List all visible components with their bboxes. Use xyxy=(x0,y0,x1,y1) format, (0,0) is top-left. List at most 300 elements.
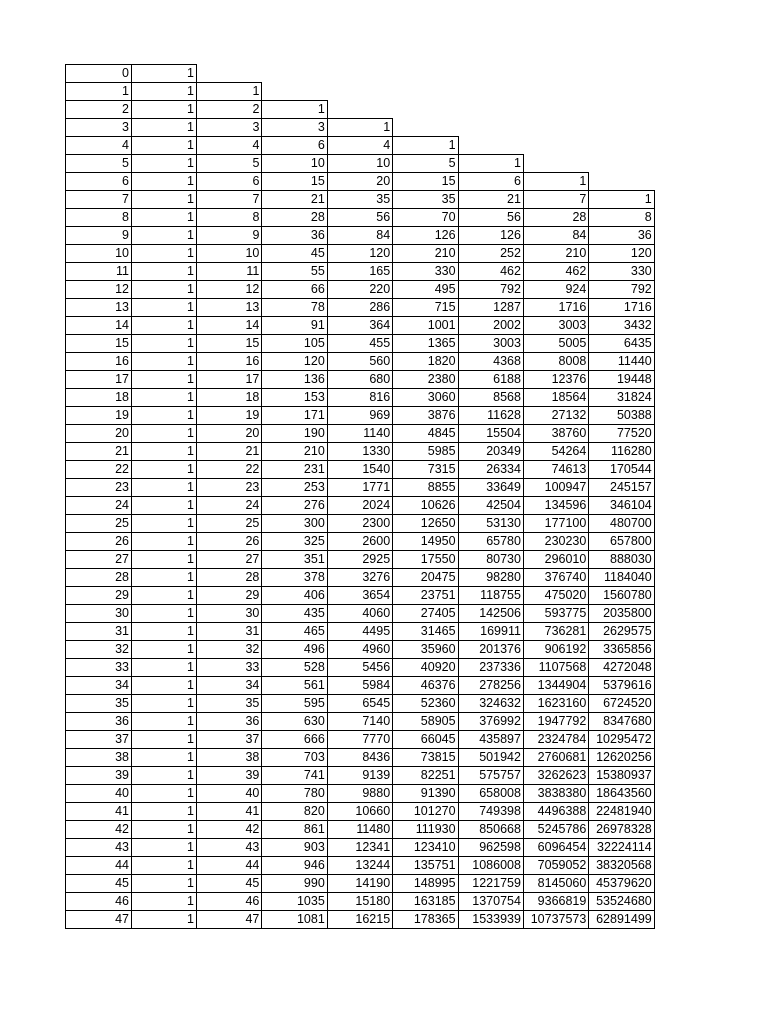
value-cell[interactable]: 528 xyxy=(262,659,327,677)
value-cell[interactable]: 1 xyxy=(327,119,392,137)
value-cell[interactable]: 210 xyxy=(393,245,458,263)
value-cell[interactable]: 741 xyxy=(262,767,327,785)
value-cell[interactable]: 3262623 xyxy=(523,767,588,785)
value-cell[interactable]: 850668 xyxy=(458,821,523,839)
value-cell[interactable]: 1330 xyxy=(327,443,392,461)
value-cell[interactable]: 703 xyxy=(262,749,327,767)
value-cell[interactable]: 54264 xyxy=(523,443,588,461)
row-index-cell[interactable]: 18 xyxy=(66,389,132,407)
value-cell[interactable]: 906192 xyxy=(523,641,588,659)
value-cell[interactable]: 9880 xyxy=(327,785,392,803)
value-cell[interactable]: 3060 xyxy=(393,389,458,407)
value-cell[interactable]: 1 xyxy=(132,731,197,749)
value-cell[interactable]: 1 xyxy=(132,569,197,587)
value-cell[interactable]: 1 xyxy=(132,785,197,803)
value-cell[interactable]: 35 xyxy=(393,191,458,209)
value-cell[interactable]: 21 xyxy=(262,191,327,209)
value-cell[interactable]: 1086008 xyxy=(458,857,523,875)
value-cell[interactable]: 20349 xyxy=(458,443,523,461)
value-cell[interactable]: 1 xyxy=(197,83,262,101)
value-cell[interactable]: 1370754 xyxy=(458,893,523,911)
value-cell[interactable]: 62891499 xyxy=(589,911,654,929)
value-cell[interactable]: 593775 xyxy=(523,605,588,623)
value-cell[interactable]: 2324784 xyxy=(523,731,588,749)
value-cell[interactable]: 245157 xyxy=(589,479,654,497)
value-cell[interactable]: 70 xyxy=(393,209,458,227)
value-cell[interactable]: 28 xyxy=(262,209,327,227)
value-cell[interactable]: 736281 xyxy=(523,623,588,641)
value-cell[interactable]: 74613 xyxy=(523,461,588,479)
value-cell[interactable]: 630 xyxy=(262,713,327,731)
value-cell[interactable]: 19 xyxy=(197,407,262,425)
value-cell[interactable]: 91 xyxy=(262,317,327,335)
value-cell[interactable]: 2024 xyxy=(327,497,392,515)
row-index-cell[interactable]: 37 xyxy=(66,731,132,749)
value-cell[interactable]: 1 xyxy=(132,227,197,245)
value-cell[interactable]: 22 xyxy=(197,461,262,479)
row-index-cell[interactable]: 31 xyxy=(66,623,132,641)
value-cell[interactable]: 657800 xyxy=(589,533,654,551)
value-cell[interactable]: 1 xyxy=(132,119,197,137)
value-cell[interactable]: 2760681 xyxy=(523,749,588,767)
value-cell[interactable]: 2629575 xyxy=(589,623,654,641)
value-cell[interactable]: 286 xyxy=(327,299,392,317)
value-cell[interactable]: 1 xyxy=(132,911,197,929)
value-cell[interactable]: 118755 xyxy=(458,587,523,605)
value-cell[interactable]: 210 xyxy=(262,443,327,461)
value-cell[interactable]: 1001 xyxy=(393,317,458,335)
value-cell[interactable]: 1 xyxy=(132,83,197,101)
value-cell[interactable]: 101270 xyxy=(393,803,458,821)
value-cell[interactable]: 35960 xyxy=(393,641,458,659)
value-cell[interactable]: 475020 xyxy=(523,587,588,605)
value-cell[interactable]: 12 xyxy=(197,281,262,299)
value-cell[interactable]: 1 xyxy=(132,587,197,605)
value-cell[interactable]: 80730 xyxy=(458,551,523,569)
value-cell[interactable]: 1344904 xyxy=(523,677,588,695)
value-cell[interactable]: 990 xyxy=(262,875,327,893)
value-cell[interactable]: 23 xyxy=(197,479,262,497)
value-cell[interactable]: 201376 xyxy=(458,641,523,659)
value-cell[interactable]: 5985 xyxy=(393,443,458,461)
value-cell[interactable]: 7315 xyxy=(393,461,458,479)
value-cell[interactable]: 3432 xyxy=(589,317,654,335)
value-cell[interactable]: 1 xyxy=(132,209,197,227)
value-cell[interactable]: 26334 xyxy=(458,461,523,479)
value-cell[interactable]: 84 xyxy=(523,227,588,245)
value-cell[interactable]: 820 xyxy=(262,803,327,821)
value-cell[interactable]: 45 xyxy=(262,245,327,263)
value-cell[interactable]: 1947792 xyxy=(523,713,588,731)
value-cell[interactable]: 3876 xyxy=(393,407,458,425)
value-cell[interactable]: 40920 xyxy=(393,659,458,677)
value-cell[interactable]: 8347680 xyxy=(589,713,654,731)
row-index-cell[interactable]: 4 xyxy=(66,137,132,155)
value-cell[interactable]: 1 xyxy=(132,335,197,353)
value-cell[interactable]: 1 xyxy=(523,173,588,191)
value-cell[interactable]: 50388 xyxy=(589,407,654,425)
row-index-cell[interactable]: 28 xyxy=(66,569,132,587)
value-cell[interactable]: 10295472 xyxy=(589,731,654,749)
value-cell[interactable]: 23751 xyxy=(393,587,458,605)
row-index-cell[interactable]: 40 xyxy=(66,785,132,803)
value-cell[interactable]: 15504 xyxy=(458,425,523,443)
value-cell[interactable]: 11480 xyxy=(327,821,392,839)
value-cell[interactable]: 7 xyxy=(197,191,262,209)
value-cell[interactable]: 11 xyxy=(197,263,262,281)
value-cell[interactable]: 120 xyxy=(262,353,327,371)
value-cell[interactable]: 230230 xyxy=(523,533,588,551)
value-cell[interactable]: 1 xyxy=(132,461,197,479)
value-cell[interactable]: 1 xyxy=(132,893,197,911)
value-cell[interactable]: 15 xyxy=(262,173,327,191)
value-cell[interactable]: 5456 xyxy=(327,659,392,677)
row-index-cell[interactable]: 8 xyxy=(66,209,132,227)
value-cell[interactable]: 1 xyxy=(589,191,654,209)
value-cell[interactable]: 13244 xyxy=(327,857,392,875)
row-index-cell[interactable]: 34 xyxy=(66,677,132,695)
value-cell[interactable]: 7770 xyxy=(327,731,392,749)
value-cell[interactable]: 22481940 xyxy=(589,803,654,821)
row-index-cell[interactable]: 9 xyxy=(66,227,132,245)
value-cell[interactable]: 1 xyxy=(132,839,197,857)
value-cell[interactable]: 134596 xyxy=(523,497,588,515)
value-cell[interactable]: 1 xyxy=(132,677,197,695)
value-cell[interactable]: 888030 xyxy=(589,551,654,569)
value-cell[interactable]: 142506 xyxy=(458,605,523,623)
value-cell[interactable]: 7 xyxy=(523,191,588,209)
row-index-cell[interactable]: 24 xyxy=(66,497,132,515)
value-cell[interactable]: 56 xyxy=(327,209,392,227)
value-cell[interactable]: 3003 xyxy=(458,335,523,353)
value-cell[interactable]: 962598 xyxy=(458,839,523,857)
value-cell[interactable]: 40 xyxy=(197,785,262,803)
value-cell[interactable]: 4368 xyxy=(458,353,523,371)
value-cell[interactable]: 4060 xyxy=(327,605,392,623)
value-cell[interactable]: 65780 xyxy=(458,533,523,551)
value-cell[interactable]: 55 xyxy=(262,263,327,281)
row-index-cell[interactable]: 41 xyxy=(66,803,132,821)
value-cell[interactable]: 36 xyxy=(197,713,262,731)
row-index-cell[interactable]: 2 xyxy=(66,101,132,119)
value-cell[interactable]: 171 xyxy=(262,407,327,425)
value-cell[interactable]: 231 xyxy=(262,461,327,479)
value-cell[interactable]: 6435 xyxy=(589,335,654,353)
value-cell[interactable]: 12650 xyxy=(393,515,458,533)
row-index-cell[interactable]: 27 xyxy=(66,551,132,569)
value-cell[interactable]: 20475 xyxy=(393,569,458,587)
value-cell[interactable]: 105 xyxy=(262,335,327,353)
value-cell[interactable]: 1 xyxy=(132,479,197,497)
value-cell[interactable]: 16215 xyxy=(327,911,392,929)
row-index-cell[interactable]: 44 xyxy=(66,857,132,875)
value-cell[interactable]: 3365856 xyxy=(589,641,654,659)
value-cell[interactable]: 816 xyxy=(327,389,392,407)
value-cell[interactable]: 136 xyxy=(262,371,327,389)
value-cell[interactable]: 31465 xyxy=(393,623,458,641)
row-index-cell[interactable]: 25 xyxy=(66,515,132,533)
value-cell[interactable]: 1 xyxy=(393,137,458,155)
row-index-cell[interactable]: 39 xyxy=(66,767,132,785)
value-cell[interactable]: 6 xyxy=(262,137,327,155)
value-cell[interactable]: 1 xyxy=(132,695,197,713)
value-cell[interactable]: 27 xyxy=(197,551,262,569)
value-cell[interactable]: 462 xyxy=(458,263,523,281)
value-cell[interactable]: 126 xyxy=(458,227,523,245)
value-cell[interactable]: 237336 xyxy=(458,659,523,677)
value-cell[interactable]: 45 xyxy=(197,875,262,893)
row-index-cell[interactable]: 26 xyxy=(66,533,132,551)
value-cell[interactable]: 496 xyxy=(262,641,327,659)
value-cell[interactable]: 45379620 xyxy=(589,875,654,893)
value-cell[interactable]: 190 xyxy=(262,425,327,443)
value-cell[interactable]: 1 xyxy=(132,875,197,893)
value-cell[interactable]: 561 xyxy=(262,677,327,695)
value-cell[interactable]: 11628 xyxy=(458,407,523,425)
row-index-cell[interactable]: 15 xyxy=(66,335,132,353)
value-cell[interactable]: 330 xyxy=(589,263,654,281)
row-index-cell[interactable]: 21 xyxy=(66,443,132,461)
value-cell[interactable]: 4272048 xyxy=(589,659,654,677)
value-cell[interactable]: 6 xyxy=(458,173,523,191)
row-index-cell[interactable]: 7 xyxy=(66,191,132,209)
value-cell[interactable]: 12620256 xyxy=(589,749,654,767)
value-cell[interactable]: 296010 xyxy=(523,551,588,569)
value-cell[interactable]: 1 xyxy=(132,623,197,641)
value-cell[interactable]: 6096454 xyxy=(523,839,588,857)
value-cell[interactable]: 1 xyxy=(262,101,327,119)
row-index-cell[interactable]: 16 xyxy=(66,353,132,371)
row-index-cell[interactable]: 46 xyxy=(66,893,132,911)
value-cell[interactable]: 25 xyxy=(197,515,262,533)
row-index-cell[interactable]: 14 xyxy=(66,317,132,335)
row-index-cell[interactable]: 1 xyxy=(66,83,132,101)
value-cell[interactable]: 5379616 xyxy=(589,677,654,695)
value-cell[interactable]: 1 xyxy=(132,173,197,191)
value-cell[interactable]: 1 xyxy=(132,317,197,335)
value-cell[interactable]: 5 xyxy=(393,155,458,173)
value-cell[interactable]: 1365 xyxy=(393,335,458,353)
value-cell[interactable]: 3838380 xyxy=(523,785,588,803)
value-cell[interactable]: 17 xyxy=(197,371,262,389)
value-cell[interactable]: 1533939 xyxy=(458,911,523,929)
value-cell[interactable]: 1287 xyxy=(458,299,523,317)
value-cell[interactable]: 33649 xyxy=(458,479,523,497)
value-cell[interactable]: 276 xyxy=(262,497,327,515)
value-cell[interactable]: 38760 xyxy=(523,425,588,443)
value-cell[interactable]: 5984 xyxy=(327,677,392,695)
value-cell[interactable]: 378 xyxy=(262,569,327,587)
value-cell[interactable]: 2035800 xyxy=(589,605,654,623)
value-cell[interactable]: 17550 xyxy=(393,551,458,569)
value-cell[interactable]: 43 xyxy=(197,839,262,857)
value-cell[interactable]: 13 xyxy=(197,299,262,317)
row-index-cell[interactable]: 45 xyxy=(66,875,132,893)
value-cell[interactable]: 252 xyxy=(458,245,523,263)
row-index-cell[interactable]: 6 xyxy=(66,173,132,191)
value-cell[interactable]: 9366819 xyxy=(523,893,588,911)
value-cell[interactable]: 1771 xyxy=(327,479,392,497)
value-cell[interactable]: 595 xyxy=(262,695,327,713)
value-cell[interactable]: 38320568 xyxy=(589,857,654,875)
value-cell[interactable]: 364 xyxy=(327,317,392,335)
value-cell[interactable]: 56 xyxy=(458,209,523,227)
value-cell[interactable]: 324632 xyxy=(458,695,523,713)
value-cell[interactable]: 680 xyxy=(327,371,392,389)
value-cell[interactable]: 77520 xyxy=(589,425,654,443)
value-cell[interactable]: 10 xyxy=(197,245,262,263)
value-cell[interactable]: 84 xyxy=(327,227,392,245)
value-cell[interactable]: 1 xyxy=(132,497,197,515)
value-cell[interactable]: 1184040 xyxy=(589,569,654,587)
value-cell[interactable]: 9 xyxy=(197,227,262,245)
value-cell[interactable]: 1221759 xyxy=(458,875,523,893)
row-index-cell[interactable]: 30 xyxy=(66,605,132,623)
value-cell[interactable]: 1 xyxy=(132,281,197,299)
value-cell[interactable]: 666 xyxy=(262,731,327,749)
value-cell[interactable]: 53524680 xyxy=(589,893,654,911)
value-cell[interactable]: 91390 xyxy=(393,785,458,803)
value-cell[interactable]: 8436 xyxy=(327,749,392,767)
value-cell[interactable]: 26978328 xyxy=(589,821,654,839)
value-cell[interactable]: 44 xyxy=(197,857,262,875)
value-cell[interactable]: 406 xyxy=(262,587,327,605)
row-index-cell[interactable]: 22 xyxy=(66,461,132,479)
value-cell[interactable]: 3276 xyxy=(327,569,392,587)
value-cell[interactable]: 16 xyxy=(197,353,262,371)
value-cell[interactable]: 66 xyxy=(262,281,327,299)
value-cell[interactable]: 38 xyxy=(197,749,262,767)
value-cell[interactable]: 52360 xyxy=(393,695,458,713)
value-cell[interactable]: 177100 xyxy=(523,515,588,533)
value-cell[interactable]: 35 xyxy=(197,695,262,713)
value-cell[interactable]: 41 xyxy=(197,803,262,821)
row-index-cell[interactable]: 36 xyxy=(66,713,132,731)
value-cell[interactable]: 1 xyxy=(132,65,197,83)
value-cell[interactable]: 5005 xyxy=(523,335,588,353)
value-cell[interactable]: 39 xyxy=(197,767,262,785)
value-cell[interactable]: 1140 xyxy=(327,425,392,443)
value-cell[interactable]: 2600 xyxy=(327,533,392,551)
value-cell[interactable]: 178365 xyxy=(393,911,458,929)
value-cell[interactable]: 1 xyxy=(132,353,197,371)
value-cell[interactable]: 27405 xyxy=(393,605,458,623)
value-cell[interactable]: 1 xyxy=(132,605,197,623)
value-cell[interactable]: 435 xyxy=(262,605,327,623)
value-cell[interactable]: 135751 xyxy=(393,857,458,875)
value-cell[interactable]: 15 xyxy=(197,335,262,353)
value-cell[interactable]: 658008 xyxy=(458,785,523,803)
value-cell[interactable]: 501942 xyxy=(458,749,523,767)
value-cell[interactable]: 1 xyxy=(132,407,197,425)
value-cell[interactable]: 10737573 xyxy=(523,911,588,929)
value-cell[interactable]: 19448 xyxy=(589,371,654,389)
row-index-cell[interactable]: 38 xyxy=(66,749,132,767)
value-cell[interactable]: 8855 xyxy=(393,479,458,497)
value-cell[interactable]: 18 xyxy=(197,389,262,407)
value-cell[interactable]: 1560780 xyxy=(589,587,654,605)
value-cell[interactable]: 163185 xyxy=(393,893,458,911)
value-cell[interactable]: 153 xyxy=(262,389,327,407)
value-cell[interactable]: 1820 xyxy=(393,353,458,371)
value-cell[interactable]: 11440 xyxy=(589,353,654,371)
value-cell[interactable]: 14190 xyxy=(327,875,392,893)
value-cell[interactable]: 123410 xyxy=(393,839,458,857)
value-cell[interactable]: 376992 xyxy=(458,713,523,731)
value-cell[interactable]: 351 xyxy=(262,551,327,569)
value-cell[interactable]: 15180 xyxy=(327,893,392,911)
value-cell[interactable]: 1 xyxy=(132,533,197,551)
value-cell[interactable]: 21 xyxy=(458,191,523,209)
value-cell[interactable]: 435897 xyxy=(458,731,523,749)
value-cell[interactable]: 253 xyxy=(262,479,327,497)
value-cell[interactable]: 1 xyxy=(132,155,197,173)
value-cell[interactable]: 42504 xyxy=(458,497,523,515)
value-cell[interactable]: 148995 xyxy=(393,875,458,893)
value-cell[interactable]: 21 xyxy=(197,443,262,461)
row-index-cell[interactable]: 0 xyxy=(66,65,132,83)
value-cell[interactable]: 2925 xyxy=(327,551,392,569)
value-cell[interactable]: 31 xyxy=(197,623,262,641)
value-cell[interactable]: 1 xyxy=(132,263,197,281)
value-cell[interactable]: 165 xyxy=(327,263,392,281)
value-cell[interactable]: 111930 xyxy=(393,821,458,839)
value-cell[interactable]: 18564 xyxy=(523,389,588,407)
value-cell[interactable]: 66045 xyxy=(393,731,458,749)
value-cell[interactable]: 7140 xyxy=(327,713,392,731)
value-cell[interactable]: 465 xyxy=(262,623,327,641)
value-cell[interactable]: 14950 xyxy=(393,533,458,551)
value-cell[interactable]: 10626 xyxy=(393,497,458,515)
value-cell[interactable]: 792 xyxy=(458,281,523,299)
row-index-cell[interactable]: 47 xyxy=(66,911,132,929)
value-cell[interactable]: 82251 xyxy=(393,767,458,785)
value-cell[interactable]: 32224114 xyxy=(589,839,654,857)
value-cell[interactable]: 480700 xyxy=(589,515,654,533)
value-cell[interactable]: 6188 xyxy=(458,371,523,389)
value-cell[interactable]: 1 xyxy=(132,443,197,461)
value-cell[interactable]: 715 xyxy=(393,299,458,317)
value-cell[interactable]: 1 xyxy=(132,515,197,533)
value-cell[interactable]: 15380937 xyxy=(589,767,654,785)
value-cell[interactable]: 12341 xyxy=(327,839,392,857)
value-cell[interactable]: 376740 xyxy=(523,569,588,587)
value-cell[interactable]: 300 xyxy=(262,515,327,533)
value-cell[interactable]: 1 xyxy=(132,857,197,875)
value-cell[interactable]: 278256 xyxy=(458,677,523,695)
value-cell[interactable]: 1 xyxy=(132,551,197,569)
value-cell[interactable]: 1 xyxy=(132,299,197,317)
value-cell[interactable]: 8568 xyxy=(458,389,523,407)
value-cell[interactable]: 861 xyxy=(262,821,327,839)
value-cell[interactable]: 749398 xyxy=(458,803,523,821)
value-cell[interactable]: 36 xyxy=(589,227,654,245)
value-cell[interactable]: 325 xyxy=(262,533,327,551)
row-index-cell[interactable]: 12 xyxy=(66,281,132,299)
value-cell[interactable]: 46 xyxy=(197,893,262,911)
value-cell[interactable]: 8008 xyxy=(523,353,588,371)
value-cell[interactable]: 31824 xyxy=(589,389,654,407)
value-cell[interactable]: 20 xyxy=(327,173,392,191)
value-cell[interactable]: 33 xyxy=(197,659,262,677)
value-cell[interactable]: 26 xyxy=(197,533,262,551)
value-cell[interactable]: 4496388 xyxy=(523,803,588,821)
value-cell[interactable]: 1 xyxy=(132,641,197,659)
row-index-cell[interactable]: 3 xyxy=(66,119,132,137)
value-cell[interactable]: 42 xyxy=(197,821,262,839)
value-cell[interactable]: 116280 xyxy=(589,443,654,461)
value-cell[interactable]: 4960 xyxy=(327,641,392,659)
